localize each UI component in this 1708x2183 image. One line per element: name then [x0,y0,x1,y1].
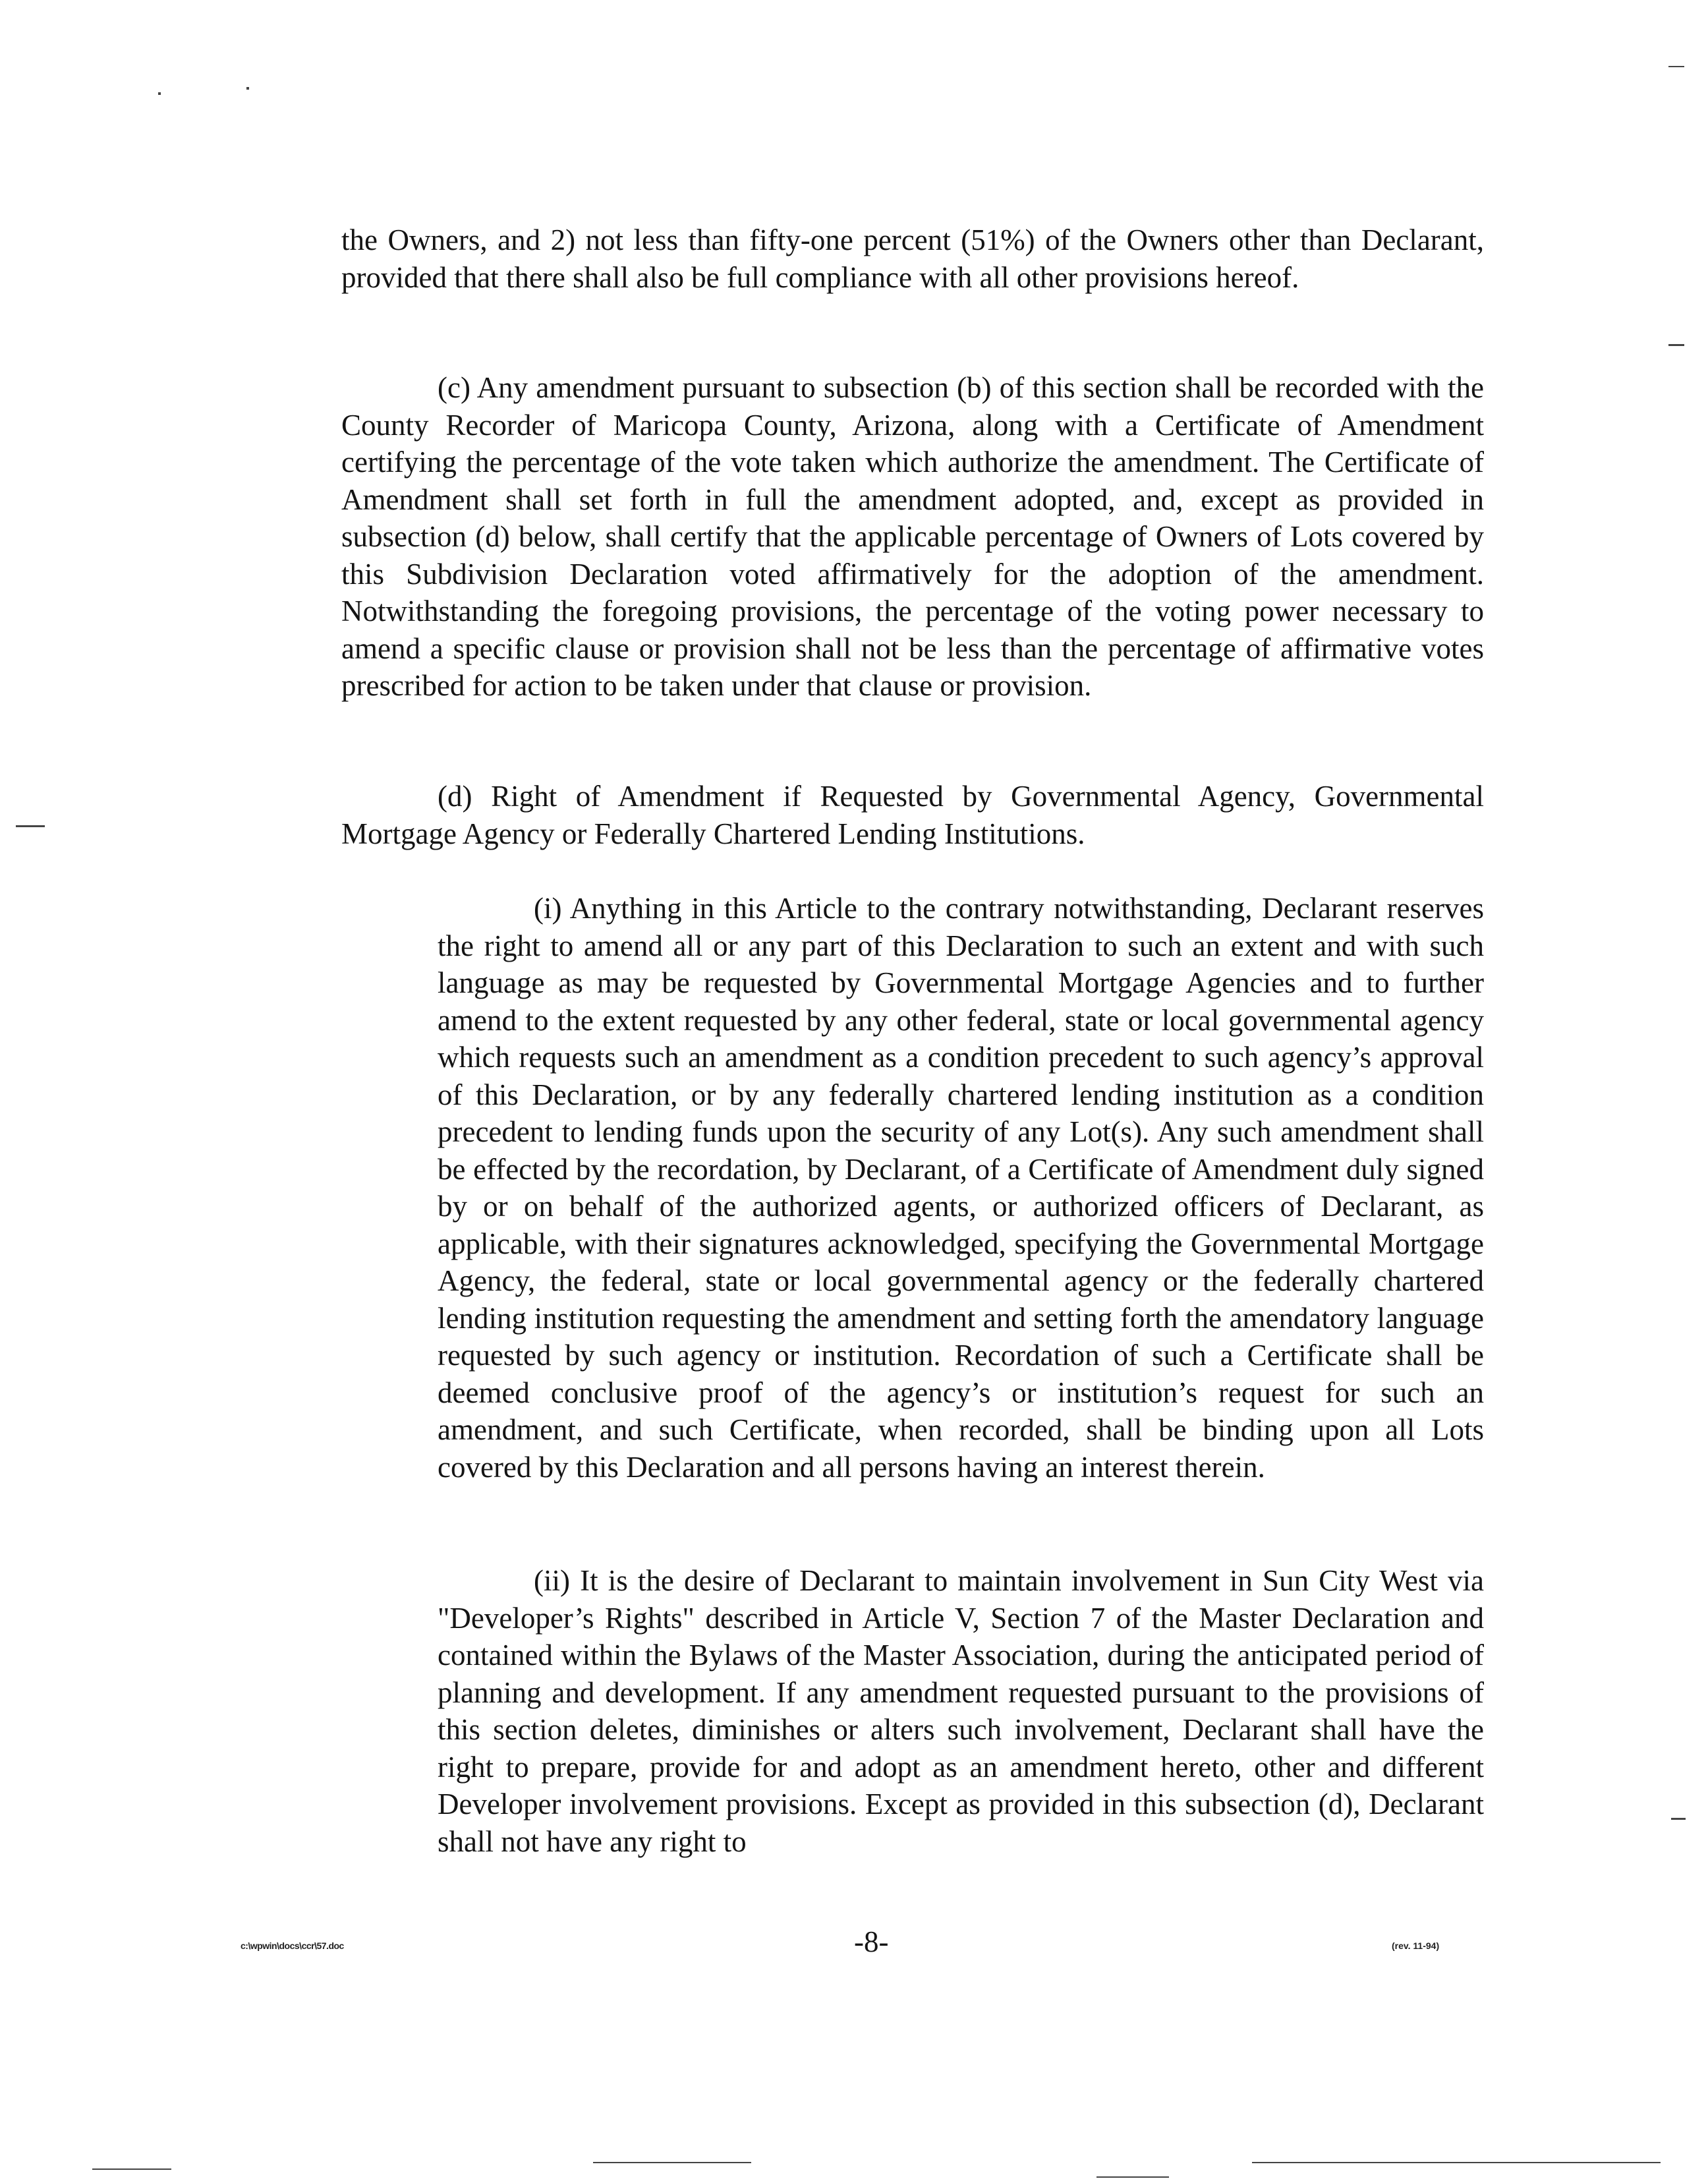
scan-mark [1668,66,1684,67]
footer-page-number: -8- [854,1925,889,1958]
scan-mark [92,2168,171,2170]
footer-revision: (rev. 11-94) [1392,1940,1440,1951]
scan-mark [246,87,249,90]
scan-mark [1668,344,1684,346]
scan-mark [593,2162,751,2163]
paragraph-subsection-c: (c) Any amendment pursuant to subsection (b) of this section shall be recorded with the County Recorder of Maricopa County, Arizona, along with a Certificate of Amendment certifying the percentage of the vote taken which authorize the amendment. The Certificate of Amendment shall set forth in full the amendment adopted, and, except as provided in subsection (d) below, shall certify that the applicable percentage of Owners of Lots covered by this Subdivision Declaration voted affirmatively for the adoption of the amendment. Notwithstanding the foregoing provisions, the percentage of the voting power necessary to amend a specific clause or provision shall not be less than the percentage of affirmative votes prescribed for action to be taken under that clause or provision. [341,371,1484,702]
scan-mark [1671,1818,1686,1820]
paragraph-subsection-d-ii: (ii) It is the desire of Declarant to maintain involvement in Sun City West via "Developer’s Rights" described in Article V, Section 7 of the Master Declaration and contained within the Bylaws of the Master Association, during the anticipated period of planning and development. If any amendment requested pursuant to the provisions of this section deletes, diminishes or alters such involvement, Declarant shall have the right to prepare, provide for and adopt as an amendment hereto, other and different Developer involvement provisions. Except as provided in this subsection (d), Declarant shall not have any right to [438,1564,1484,1858]
scan-mark [1096,2176,1169,2178]
footer-file-path: c:\wpwin\docs\ccr\57.doc [241,1940,344,1951]
scan-mark [1252,2162,1661,2163]
paragraph-subsection-d-i: (i) Anything in this Article to the contrary notwithstanding, Declarant reserves the right to amend all or any part of this Declaration to such an extent and with such language as may be requested by Governmental Mortgage Agencies and to further amend to the extent requested by any other federal, state or local governmental agency which requests such an amendment as a condition precedent to such agency’s approval of this Declaration, or by any federally chartered lending institution as a condition precedent to lending funds upon the security of any Lot(s). Any such amendment shall be effected by the recordation, by Declarant, of a Certificate of Amendment duly signed by or on behalf of the authorized agents, or authorized officers of Declarant, as applicable, with their signatures acknowledged, specifying the Governmental Mortgage Agency, the federal, state or local governmental agency or the federally chartered lending institution requesting the amendment and setting forth the amendatory language requested by such agency or institution. Recordation of such a Certificate shall be deemed conclusive proof of the agency’s or institution’s request for such an amendment, and such Certificate, when recorded, shall be binding upon all Lots covered by this Declaration and all persons having an interest therein. [438,892,1484,1484]
paragraph-owners-continuation: the Owners, and 2) not less than fifty-one percent (51%) of the Owners other than Declarant, provided that there shall also be full compliance with all other provisions hereof. [341,223,1484,294]
scan-mark [16,825,45,827]
scan-mark [158,92,161,95]
paragraph-subsection-d-heading: (d) Right of Amendment if Requested by Governmental Agency, Governmental Mortgage Agency or Federally Chartered Lending Institutions. [341,780,1484,850]
